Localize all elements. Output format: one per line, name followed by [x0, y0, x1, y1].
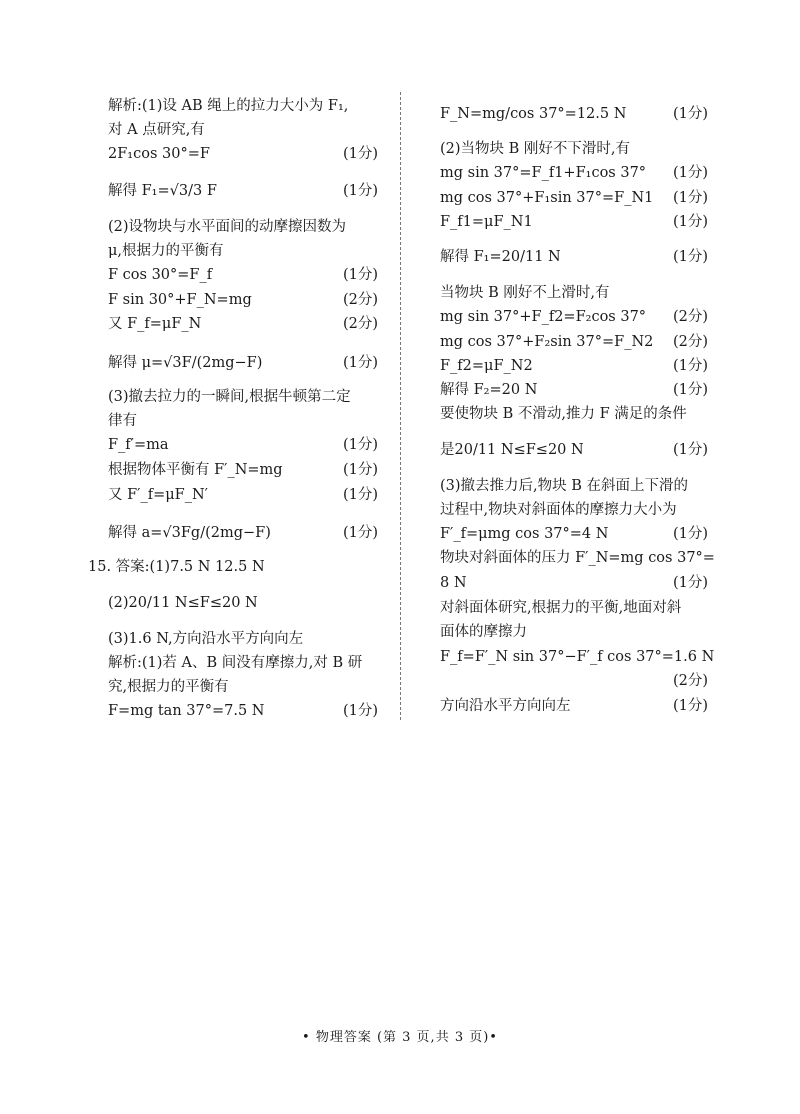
- score: (1分): [673, 106, 709, 122]
- score: (1分): [343, 146, 379, 162]
- text-line: 解得 F₁=20/11 N: [440, 249, 561, 265]
- column-divider: [400, 92, 401, 720]
- score: (2分): [673, 334, 709, 350]
- text-line: 面体的摩擦力: [440, 624, 527, 640]
- score: (1分): [673, 382, 709, 398]
- score: (1分): [673, 698, 709, 714]
- text-line: mg sin 37°=F_f1+F₁cos 37°: [440, 165, 647, 181]
- score: (2分): [673, 309, 709, 325]
- text-line: 解得 F₂=20 N: [440, 382, 538, 398]
- text-line: F_f′=ma: [108, 437, 169, 453]
- score: (2分): [343, 316, 379, 332]
- text-line: 要使物块 B 不滑动,推力 F 满足的条件: [440, 406, 687, 422]
- text-line: 究,根据力的平衡有: [108, 679, 229, 695]
- text-line: F_f2=μF_N2: [440, 358, 533, 374]
- text-line: 又 F′_f=μF_N′: [108, 487, 208, 503]
- text-line: (3)1.6 N,方向沿水平方向向左: [108, 631, 304, 647]
- text-line: 解得 F₁=√3/3 F: [108, 183, 217, 199]
- text-line: 对 A 点研究,有: [108, 122, 205, 138]
- text-line: F_N=mg/cos 37°=12.5 N: [440, 106, 627, 122]
- text-line: 解得 a=√3Fg/(2mg−F): [108, 525, 271, 541]
- score: (1分): [343, 267, 379, 283]
- text-line: (3)撤去拉力的一瞬间,根据牛顿第二定: [108, 389, 351, 405]
- question-answer-line: 15. 答案:(1)7.5 N 12.5 N: [88, 559, 265, 575]
- text-line: 2F₁cos 30°=F: [108, 146, 210, 162]
- text-line: 过程中,物块对斜面体的摩擦力大小为: [440, 502, 677, 518]
- score: (1分): [343, 703, 379, 719]
- score: (1分): [343, 487, 379, 503]
- text-line: mg cos 37°+F₂sin 37°=F_N2: [440, 334, 654, 350]
- text-line: 是20/11 N≤F≤20 N: [440, 442, 584, 458]
- text-line: 物块对斜面体的压力 F′_N=mg cos 37°=: [440, 550, 715, 566]
- score: (1分): [673, 526, 709, 542]
- score: (1分): [673, 358, 709, 374]
- text-line: 方向沿水平方向向左: [440, 698, 571, 714]
- text-line: mg sin 37°+F_f2=F₂cos 37°: [440, 309, 647, 325]
- text-line: (2)20/11 N≤F≤20 N: [108, 595, 258, 611]
- text-line: 解析:(1)若 A、B 间没有摩擦力,对 B 研: [108, 655, 363, 671]
- text-line: (2)当物块 B 刚好不下滑时,有: [440, 141, 631, 157]
- score: (1分): [343, 437, 379, 453]
- text-line: 解得 μ=√3F/(2mg−F): [108, 355, 263, 371]
- score: (1分): [673, 190, 709, 206]
- score: (1分): [343, 355, 379, 371]
- text-line: F′_f=μmg cos 37°=4 N: [440, 526, 609, 542]
- text-line: μ,根据力的平衡有: [108, 243, 224, 259]
- score: (1分): [673, 575, 709, 591]
- score: (1分): [673, 214, 709, 230]
- page-footer: • 物理答案 (第 3 页,共 3 页)•: [302, 1030, 498, 1045]
- text-line: 对斜面体研究,根据力的平衡,地面对斜: [440, 600, 682, 616]
- score: (1分): [673, 442, 709, 458]
- text-line: (2)设物块与水平面间的动摩擦因数为: [108, 219, 347, 235]
- score: (2分): [673, 673, 709, 689]
- score: (2分): [343, 292, 379, 308]
- score: (1分): [673, 165, 709, 181]
- text-line: (3)撤去推力后,物块 B 在斜面上下滑的: [440, 478, 689, 494]
- text-line: mg cos 37°+F₁sin 37°=F_N1: [440, 190, 654, 206]
- text-line: 根据物体平衡有 F′_N=mg: [108, 462, 283, 478]
- score: (1分): [343, 183, 379, 199]
- text-line: F_f=F′_N sin 37°−F′_f cos 37°=1.6 N: [440, 649, 715, 665]
- text-line: 当物块 B 刚好不上滑时,有: [440, 285, 610, 301]
- text-line: F=mg tan 37°=7.5 N: [108, 703, 265, 719]
- text-line: 8 N: [440, 575, 467, 591]
- text-line: F sin 30°+F_N=mg: [108, 292, 252, 308]
- score: (1分): [343, 525, 379, 541]
- score: (1分): [343, 462, 379, 478]
- text-line: 又 F_f=μF_N: [108, 316, 202, 332]
- text-line: F_f1=μF_N1: [440, 214, 533, 230]
- text-line: 解析:(1)设 AB 绳上的拉力大小为 F₁,: [108, 98, 349, 114]
- text-line: F cos 30°=F_f: [108, 267, 213, 283]
- text-line: 律有: [108, 413, 137, 429]
- score: (1分): [673, 249, 709, 265]
